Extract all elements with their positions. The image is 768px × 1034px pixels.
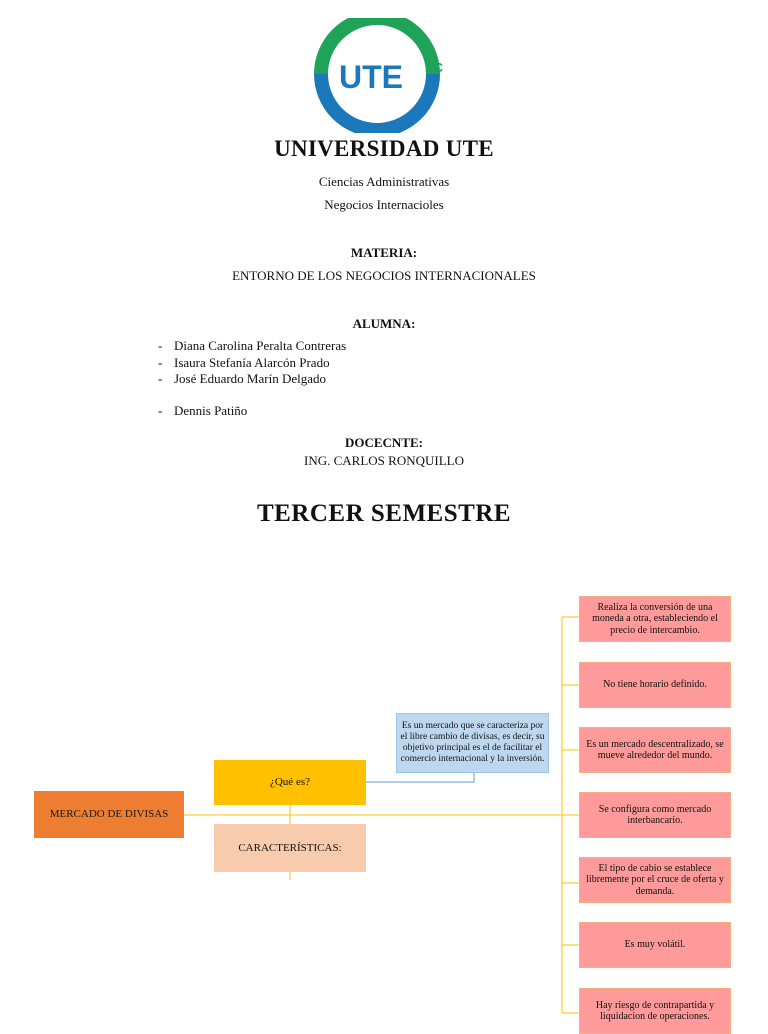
characteristic-node: Es un mercado descentralizado, se mueve alrededor del mundo. — [579, 727, 731, 773]
characteristic-node: El tipo de cabio se establece libremente por el cruce de oferta y demanda. — [579, 857, 731, 903]
faculty-name: Ciencias Administrativas — [318, 174, 450, 189]
definition-node: Es un mercado que se caracteriza por el libre cambio de divisas, es decir, su objetivo principal es el de facilitar el comercio internacional y la inversión. — [396, 713, 549, 773]
student-item: - Diana Carolina Peralta Contreras — [158, 338, 347, 353]
career-name: Negocios Internacioles — [324, 197, 444, 212]
student-name: Isaura Stefanía Alarcón Prado — [174, 355, 330, 370]
characteristic-node: Se configura como mercado interbancario. — [579, 792, 731, 838]
student-item: - José Eduardo Marín Delgado — [158, 371, 326, 386]
mindmap-root-node: MERCADO DE DIVISAS — [34, 791, 184, 838]
characteristic-node: Es muy volátil. — [579, 922, 731, 968]
alumna-label: ALUMNA: — [352, 316, 416, 331]
characteristic-node: Hay riesgo de contrapartida y liquidacion de operaciones. — [579, 988, 731, 1034]
characteristic-node: No tiene horario definido. — [579, 662, 731, 708]
student-item: - Dennis Patiño — [158, 403, 248, 418]
materia-value: ENTORNO DE LOS NEGOCIOS INTERNACIONALES — [232, 268, 536, 283]
docente-label: DOCECNTE: — [344, 435, 423, 450]
student-name: José Eduardo Marín Delgado — [174, 371, 326, 386]
student-name: Diana Carolina Peralta Contreras — [174, 338, 347, 353]
semester-title: TERCER SEMESTRE — [256, 500, 512, 527]
materia-label: MATERIA: — [350, 245, 418, 260]
characteristic-node: Realiza la conversión de una moneda a otra, estableciendo el precio de intercambio. — [579, 596, 731, 642]
que-es-node: ¿Qué es? — [214, 760, 366, 805]
university-title: UNIVERSIDAD UTE — [274, 136, 494, 161]
student-name: Dennis Patiño — [174, 403, 248, 418]
student-item: - Isaura Stefanía Alarcón Prado — [158, 355, 330, 370]
definition-connector — [366, 773, 474, 782]
caracteristicas-node: CARACTERÍSTICAS: — [214, 824, 366, 872]
logo-suffix: EC — [424, 60, 444, 75]
docente-value: ING. CARLOS RONQUILLO — [304, 453, 464, 468]
logo-text: UTE — [339, 59, 403, 95]
